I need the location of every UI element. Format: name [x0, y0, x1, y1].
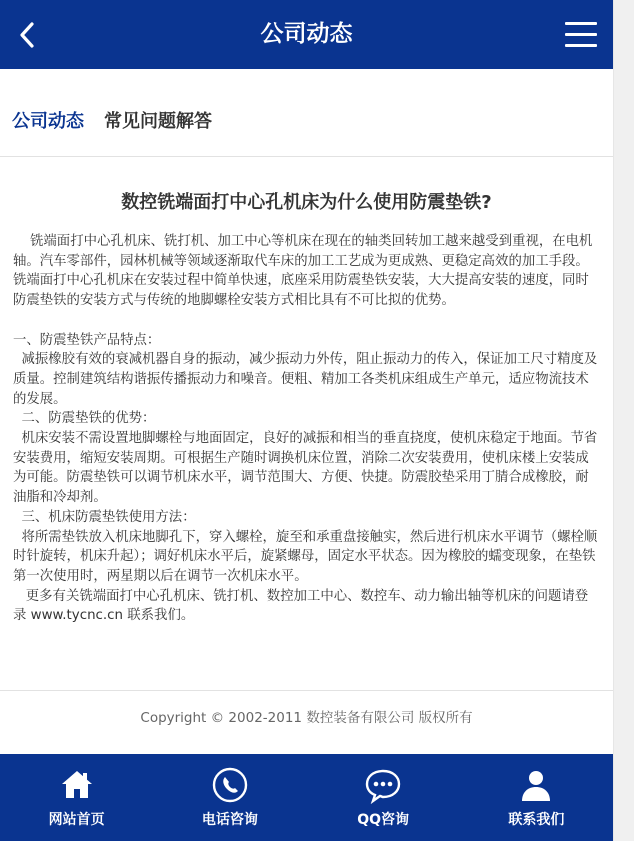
home-icon: [58, 766, 96, 804]
contact-person-icon: [517, 766, 555, 804]
article-paragraph: 二、防震垫铁的优势：: [13, 411, 156, 427]
article-paragraph: [13, 311, 601, 331]
phone-icon: [211, 766, 249, 804]
hamburger-menu-icon: [565, 22, 597, 25]
category-tabs: [0, 69, 613, 157]
bottom-nav-bar: [0, 754, 613, 841]
article-paragraph: 更多有关铣端面打中心孔机床、铣打机、数控加工中心、数控车、动力输出轴等机床的问题请登录 www.tycnc.cn 联系我们。: [13, 588, 589, 624]
footer-divider: [0, 690, 613, 691]
back-button[interactable]: [12, 18, 42, 52]
nav-item-phone[interactable]: [153, 754, 306, 841]
article-body: [13, 232, 601, 626]
article-title: 数控铣端面打中心孔机床为什么使用防震垫铁?: [121, 192, 492, 213]
nav-label: 网站首页: [48, 812, 105, 828]
article-paragraph: 铣端面打中心孔机床、铣打机、加工中心等机床在现在的轴类回转加工越来越受到重视，在电机轴。汽车零部件，园林机械等领域逐渐取代车床的加工工艺成为更成熟、更稳定高效的加工手段。铣端面打中心孔机床在安装过程中简单快速，底座采用防震垫铁安装，大大提高安装的速度，同时防震垫铁的安装方式与传统的地脚螺栓安装方式相比具有不可比拟的优势。: [13, 234, 593, 309]
menu-button[interactable]: [565, 20, 599, 50]
chevron-left-icon: [18, 21, 36, 49]
tab-faq[interactable]: 常见问题解答: [104, 111, 212, 132]
article-paragraph: 机床安装不需设置地脚螺栓与地面固定，良好的减振和相当的垂直挠度，使机床稳定于地面。节省安装费用，缩短安装周期。可根据生产随时调换机床位置，消除二次安装费用，使机床楼上安装成为可能。防震垫铁可以调节机床水平，调节范围大、方便、快捷。防震胶垫采用丁腈合成橡胶，耐油脂和冷却剂。: [13, 431, 598, 506]
article-paragraph: 将所需垫铁放入机床地脚孔下，穿入螺栓，旋至和承重盘接触实，然后进行机床水平调节（螺栓顺时针旋转，机床升起）；调好机床水平后，旋紧螺母，固定水平状态。因为橡胶的蠕变现象，在垫铁第一次使用时，两星期以后在调节一次机床水平。: [13, 529, 598, 584]
hamburger-line: [565, 33, 597, 36]
nav-label: QQ咨询: [357, 812, 410, 828]
tab-company-news[interactable]: 公司动态: [12, 111, 84, 132]
nav-item-contact[interactable]: [460, 754, 613, 841]
nav-item-home[interactable]: [0, 754, 153, 841]
article-paragraph: 一、防震垫铁产品特点：: [13, 332, 161, 348]
hamburger-line: [565, 44, 597, 47]
scrollbar[interactable]: [613, 0, 634, 841]
page-title: 公司动态: [260, 21, 353, 47]
copyright-text: Copyright © 2002-2011 数控装备有限公司 版权所有: [140, 710, 473, 726]
article-paragraph: 减振橡胶有效的衰减机器自身的振动，减少振动力外传，阻止振动力的传入，保证加工尺寸精度及质量。控制建筑结构谐振传播振动力和噪音。便粗、精加工各类机床组成生产单元，适应物流技术的发展。: [13, 352, 598, 407]
nav-item-qq[interactable]: [307, 754, 460, 841]
nav-label: 联系我们: [508, 812, 565, 828]
nav-label: 电话咨询: [201, 812, 258, 828]
article-paragraph: 三、机床防震垫铁使用方法：: [13, 509, 196, 525]
chat-bubble-icon: [364, 766, 402, 804]
top-header: [0, 0, 613, 69]
